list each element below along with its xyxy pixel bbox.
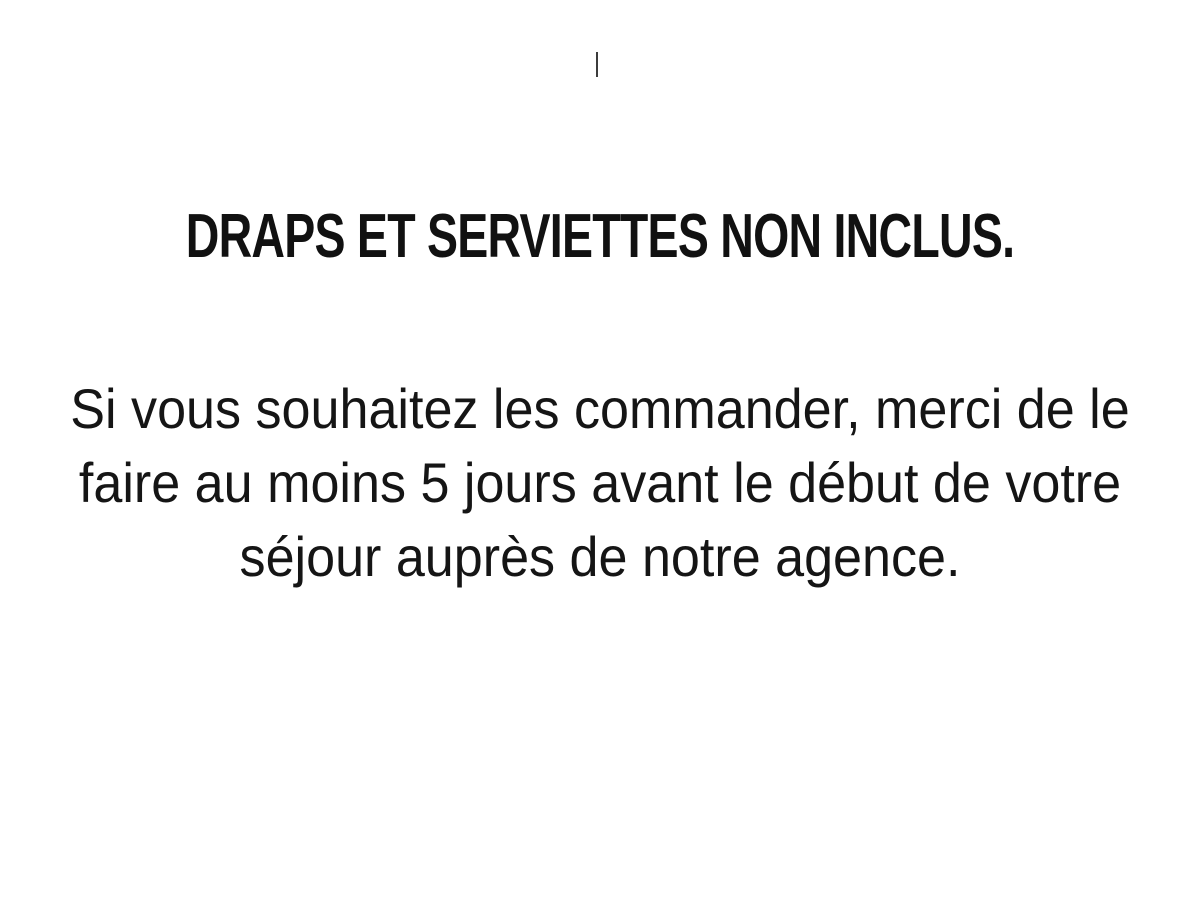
paragraph-line: faire au moins 5 jours avant le début de votre xyxy=(78,451,1122,514)
text-cursor xyxy=(596,52,598,77)
paragraph-line: Si vous souhaitez les commander, merci de le xyxy=(70,377,1130,440)
notice-heading: DRAPS ET SERVIETTES NON INCLUS. xyxy=(185,202,1015,271)
paragraph-line: séjour auprès de notre agence. xyxy=(239,525,961,588)
notice-paragraph xyxy=(42,372,1158,594)
